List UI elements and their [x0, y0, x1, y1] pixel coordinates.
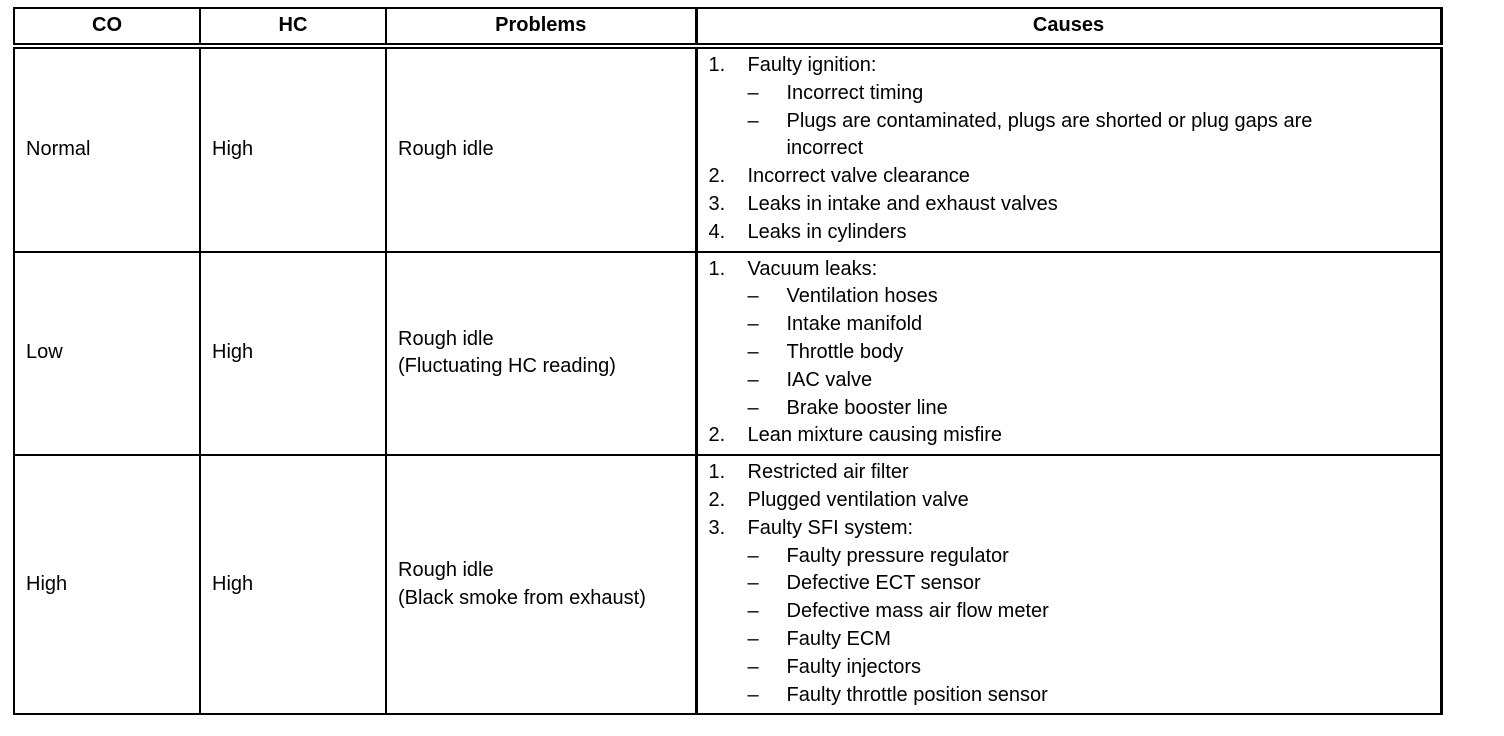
problem-text: (Fluctuating HC reading) — [398, 355, 616, 378]
dash-bullet: – — [747, 627, 759, 650]
cell-co: High — [14, 455, 200, 714]
cause-item — [698, 219, 1440, 247]
cell-causes — [696, 252, 1441, 456]
table-row — [14, 252, 1441, 456]
sub-cause-text: Intake manifold — [786, 313, 923, 336]
causes-list — [698, 459, 1440, 709]
cause-text: Incorrect valve clearance — [747, 165, 970, 188]
cause-item — [698, 191, 1440, 219]
cause-number: 4. — [708, 220, 726, 243]
problem-text: Rough idle — [398, 137, 494, 160]
cause-number: 3. — [708, 192, 726, 215]
table-row — [14, 46, 1441, 252]
diagnosis-table — [13, 7, 1443, 715]
cause-text: Faulty ignition: — [747, 54, 877, 76]
cause-number: 3. — [708, 516, 726, 539]
dash-bullet: – — [747, 368, 759, 391]
cell-causes — [696, 455, 1441, 714]
cell-problems — [386, 46, 696, 252]
cause-text: Vacuum leaks: — [747, 257, 878, 280]
cause-text: Faulty SFI system: — [747, 516, 914, 539]
sub-cause-text: Faulty injectors — [786, 655, 921, 678]
cell-co: Low — [14, 252, 200, 456]
dash-bullet: – — [747, 81, 759, 104]
header-co: CO — [14, 8, 200, 46]
dash-bullet: – — [747, 683, 759, 706]
cause-number: 1. — [708, 461, 726, 484]
header-problems: Problems — [386, 8, 696, 46]
cause-number: 1. — [708, 257, 726, 280]
dash-bullet: – — [747, 572, 759, 595]
sub-cause-item — [748, 80, 1440, 108]
sub-cause-item — [748, 626, 1440, 654]
dash-bullet: – — [747, 655, 759, 678]
cause-number: 2. — [708, 488, 726, 511]
dash-bullet: – — [747, 600, 759, 623]
problem-text: (Black smoke from exhaust) — [398, 586, 646, 609]
cause-item — [698, 459, 1440, 487]
dash-bullet: – — [747, 285, 759, 308]
cause-item — [698, 163, 1440, 191]
sub-cause-item — [748, 339, 1440, 367]
sub-cause-item — [748, 598, 1440, 626]
cell-hc: High — [200, 46, 386, 252]
cause-text: Restricted air filter — [747, 461, 909, 484]
cause-text: Leaks in cylinders — [747, 220, 907, 243]
causes-list — [698, 52, 1440, 247]
cause-item — [698, 515, 1440, 710]
cause-item — [698, 52, 1440, 163]
cell-problems — [386, 455, 696, 714]
dash-bullet: – — [747, 340, 759, 363]
sub-cause-item — [748, 395, 1440, 423]
sub-cause-text: IAC valve — [786, 368, 873, 391]
sub-cause-text: Ventilation hoses — [786, 285, 938, 308]
sub-cause-text: Brake booster line — [786, 396, 948, 419]
sub-cause-text: Defective mass air flow meter — [786, 600, 1049, 623]
table-body — [14, 46, 1441, 714]
dash-bullet: – — [747, 313, 759, 336]
sub-cause-text: Defective ECT sensor — [786, 572, 981, 595]
table-container — [13, 7, 1443, 715]
cell-hc: High — [200, 455, 386, 714]
cell-problems — [386, 252, 696, 456]
sub-cause-item — [748, 654, 1440, 682]
cause-text: Leaks in intake and exhaust valves — [747, 192, 1058, 215]
sub-cause-text: Plugs are contaminated, plugs are shorted or plug gaps are incorrect — [786, 109, 1313, 160]
sub-cause-item — [748, 543, 1440, 571]
cause-number: 1. — [708, 54, 726, 76]
cause-item — [698, 487, 1440, 515]
sub-cause-item — [748, 682, 1440, 710]
cause-item — [698, 256, 1440, 423]
sub-cause-list — [748, 80, 1440, 163]
cause-number: 2. — [708, 165, 726, 188]
sub-cause-item — [748, 367, 1440, 395]
header-causes: Causes — [696, 8, 1441, 46]
sub-cause-item — [748, 283, 1440, 311]
sub-cause-text: Throttle body — [786, 340, 904, 363]
sub-cause-list — [748, 283, 1440, 422]
causes-list — [698, 256, 1440, 451]
sub-cause-text: Incorrect timing — [786, 81, 924, 104]
dash-bullet: – — [747, 544, 759, 567]
sub-cause-text: Faulty throttle position sensor — [786, 683, 1048, 706]
sub-cause-item — [748, 570, 1440, 598]
cause-item — [698, 422, 1440, 450]
sub-cause-item — [748, 311, 1440, 339]
cause-text: Lean mixture causing misfire — [747, 424, 1003, 447]
problem-text: Rough idle — [398, 327, 494, 350]
header-row — [14, 8, 1441, 46]
sub-cause-item — [748, 108, 1440, 164]
table-row — [14, 455, 1441, 714]
cell-causes — [696, 46, 1441, 252]
sub-cause-list — [748, 543, 1440, 710]
dash-bullet: – — [747, 109, 759, 132]
cause-number: 2. — [708, 424, 726, 447]
dash-bullet: – — [747, 396, 759, 419]
header-hc: HC — [200, 8, 386, 46]
cell-hc: High — [200, 252, 386, 456]
cause-text: Plugged ventilation valve — [747, 488, 969, 511]
sub-cause-text: Faulty pressure regulator — [786, 544, 1009, 567]
sub-cause-text: Faulty ECM — [786, 627, 891, 650]
cell-co: Normal — [14, 46, 200, 252]
problem-text: Rough idle — [398, 558, 494, 581]
